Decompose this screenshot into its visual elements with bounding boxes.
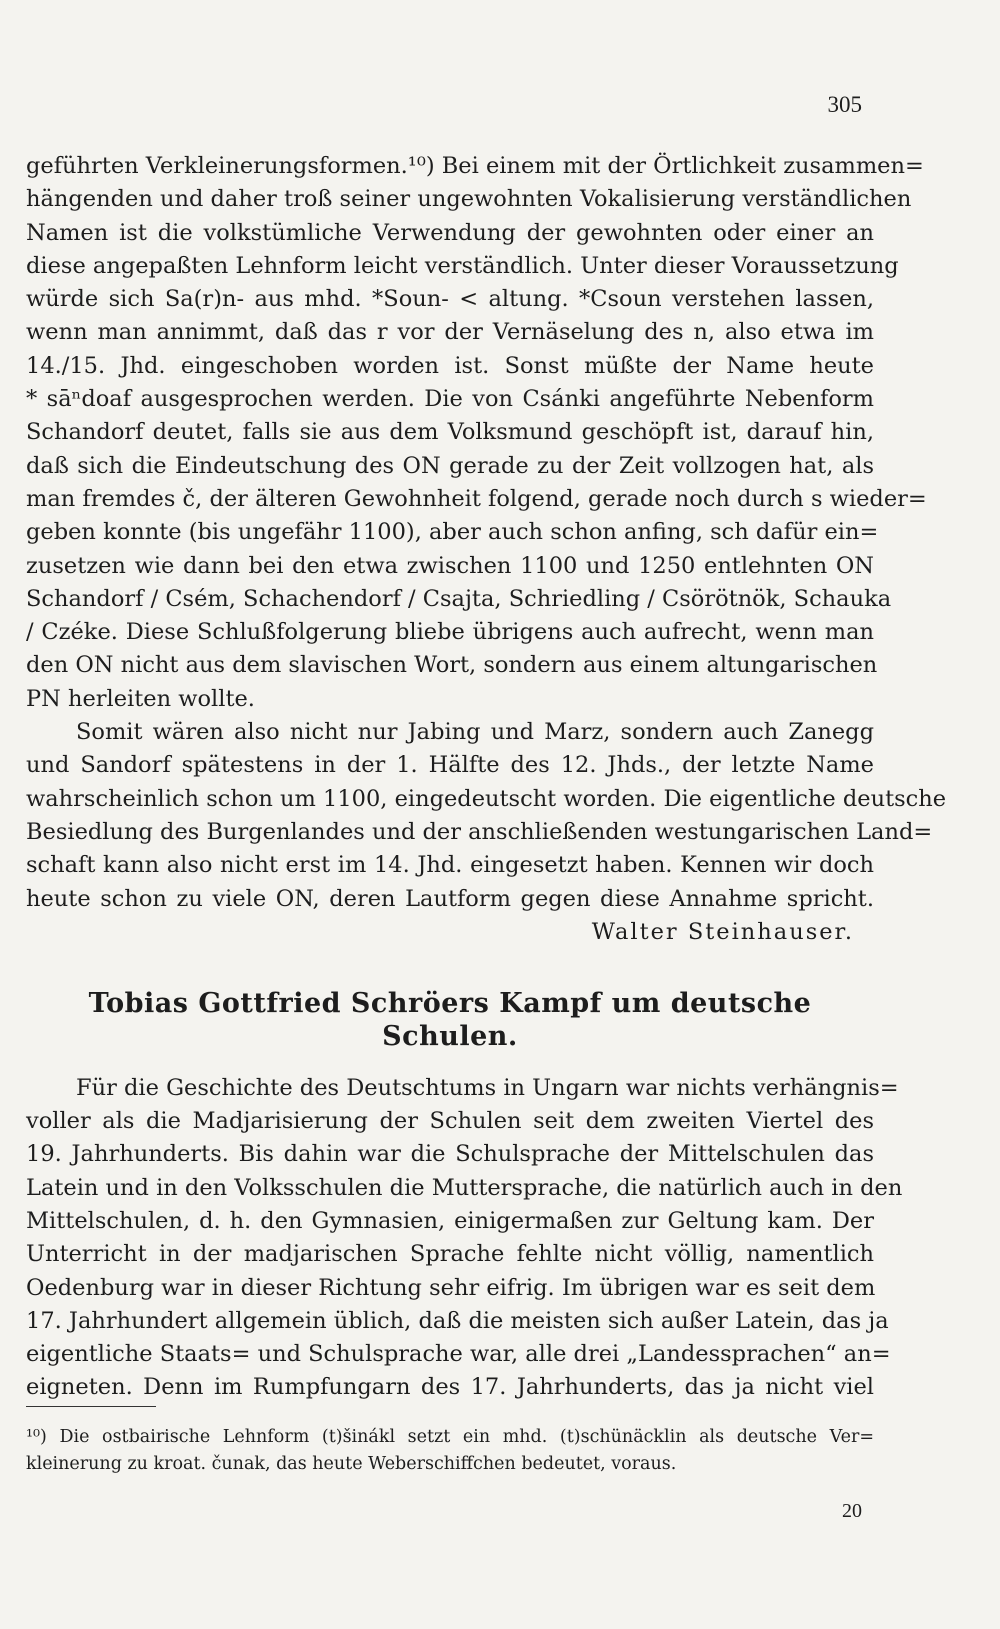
- text-line: wahrscheinlich schon um 1100, eingedeutscht worden. Die eigentliche deutsche: [26, 785, 947, 812]
- printer-signature: 20: [842, 1500, 862, 1522]
- text-line: man fremdes č, der älteren Gewohnheit folgend, gerade noch durch s wieder=: [26, 485, 927, 512]
- text-line: / Czéke. Diese Schlußfolgerung bliebe übrigens auch aufrecht, wenn man: [26, 619, 874, 646]
- paragraph-1: [26, 150, 927, 716]
- text-line: geben konnte (bis ungefähr 1100), aber auch schon anfing, sch dafür ein=: [26, 519, 879, 546]
- text-line: und Sandorf spätestens in der 1. Hälfte des 12. Jhds., der letzte Name: [26, 752, 874, 779]
- footnote-line: ¹⁰) Die ostbairische Lehnform (t)šinákl setzt ein mhd. (t)schünäcklin als deutsche Ver=: [26, 1427, 874, 1447]
- text-line: 17. Jahrhundert allgemein üblich, daß die meisten sich außer Latein, das ja: [26, 1307, 889, 1334]
- paragraph-2: [26, 716, 947, 949]
- paragraph-3: [26, 1072, 903, 1405]
- text-line: heute schon zu viele ON, deren Lautform gegen diese Annahme spricht.: [26, 885, 874, 912]
- text-line: Schandorf / Csém, Schachendorf / Csajta, Schriedling / Csörötnök, Schauka: [26, 585, 892, 612]
- page-number: 305: [827, 92, 862, 117]
- text-line: 14./15. Jhd. eingeschoben worden ist. Sonst müßte der Name heute: [26, 352, 874, 379]
- footnote-line: kleinerung zu kroat. čunak, das heute Weberschiffchen bedeutet, voraus.: [26, 1454, 677, 1474]
- footnote-rule: [26, 1406, 156, 1407]
- text-line: * sāⁿdoaf ausgesprochen werden. Die von Csánki angeführte Nebenform: [26, 386, 874, 413]
- text-line: eigneten. Denn im Rumpfungarn des 17. Jahrhunderts, das ja nicht viel: [26, 1374, 874, 1401]
- text-line: diese angepaßten Lehnform leicht verständlich. Unter dieser Voraussetzung: [26, 252, 899, 279]
- text-line: Mittelschulen, d. h. den Gymnasien, einigermaßen zur Geltung kam. Der: [26, 1207, 874, 1234]
- text-line: eigentliche Staats= und Schulsprache war, alle drei „Landessprachen“ an=: [26, 1341, 891, 1368]
- text-line: zusetzen wie dann bei den etwa zwischen 1100 und 1250 entlehnten ON: [26, 552, 874, 579]
- text-line: hängenden und daher troß seiner ungewohnten Vokalisierung verständlichen: [26, 186, 912, 213]
- text-line: Oedenburg war in dieser Richtung sehr eifrig. Im übrigen war es seit dem: [26, 1274, 876, 1301]
- section-heading: Tobias Gottfried Schröers Kampf um deutsche Schulen.: [88, 988, 812, 1053]
- text-line: schaft kann also nicht erst im 14. Jhd. eingesetzt haben. Kennen wir doch: [26, 852, 874, 879]
- text-line: würde sich Sa(r)n- aus mhd. *Soun- < altung. *Csoun verstehen lassen,: [26, 286, 874, 313]
- text-line: Schandorf deutet, falls sie aus dem Volksmund geschöpft ist, darauf hin,: [26, 419, 874, 446]
- text-line: daß sich die Eindeutschung des ON gerade zu der Zeit vollzogen hat, als: [26, 452, 874, 479]
- text-line: 19. Jahrhunderts. Bis dahin war die Schulsprache der Mittelschulen das: [26, 1141, 874, 1168]
- text-line: wenn man annimmt, daß das r vor der Vernäselung des n, also etwa im: [26, 319, 874, 346]
- text-line: den ON nicht aus dem slavischen Wort, sondern aus einem altungarischen: [26, 652, 878, 679]
- footnote: [26, 1424, 874, 1478]
- main-text: [26, 150, 947, 1405]
- text-line: Für die Geschichte des Deutschtums in Ungarn war nichts verhängnis=: [76, 1074, 899, 1101]
- text-line: Besiedlung des Burgenlandes und der anschließenden westungarischen Land=: [26, 818, 933, 845]
- author-name: Walter Steinhauser.: [591, 918, 854, 945]
- text-line: Unterricht in der madjarischen Sprache fehlte nicht völlig, namentlich: [26, 1241, 874, 1268]
- text-line: PN herleiten wollte.: [26, 685, 255, 712]
- text-line: voller als die Madjarisierung der Schulen seit dem zweiten Viertel des: [26, 1108, 874, 1135]
- text-line: geführten Verkleinerungsformen.¹⁰) Bei einem mit der Örtlichkeit zusammen=: [26, 153, 924, 179]
- text-line: Namen ist die volkstümliche Verwendung der gewohnten oder einer an: [26, 219, 874, 246]
- text-line: Latein und in den Volksschulen die Muttersprache, die natürlich auch in den: [26, 1174, 903, 1201]
- text-line: Somit wären also nicht nur Jabing und Marz, sondern auch Zanegg: [76, 719, 874, 746]
